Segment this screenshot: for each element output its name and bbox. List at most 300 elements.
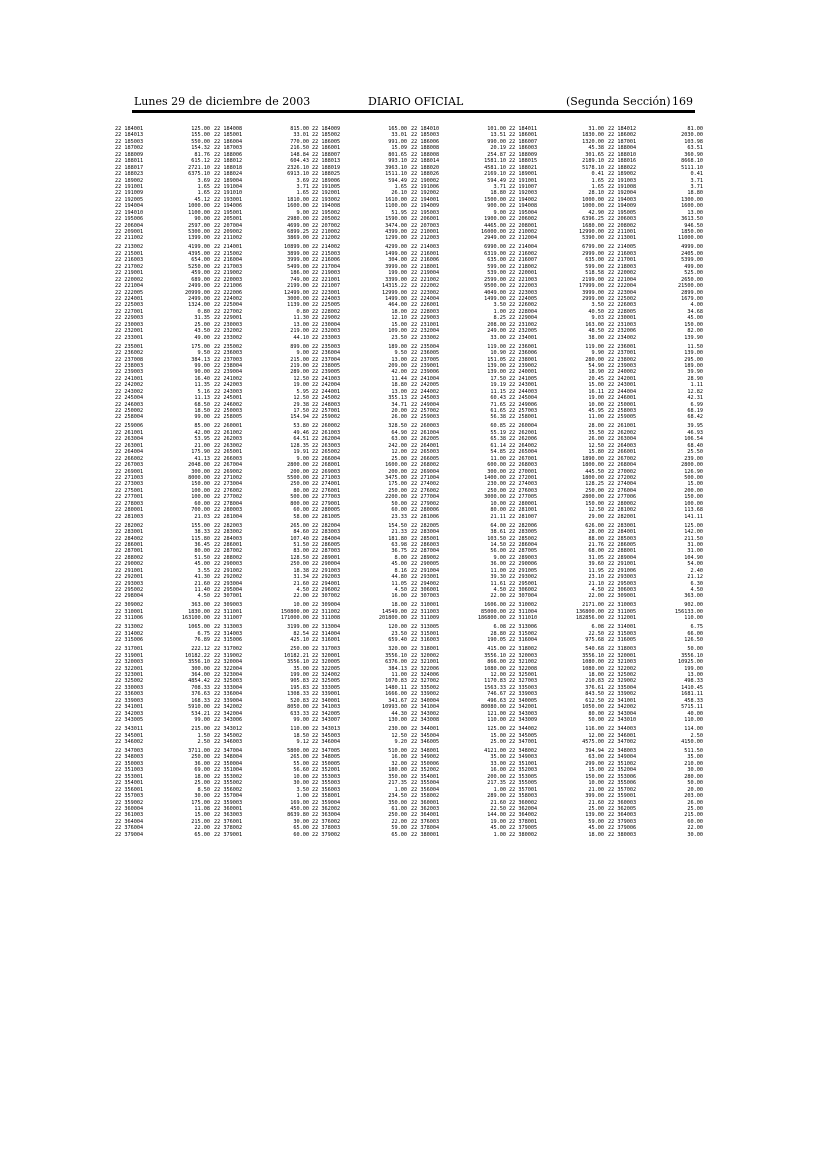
item-code: 22 227001: [115, 308, 144, 315]
item-value: 50.00: [687, 780, 703, 787]
item-value: 28.80: [490, 630, 506, 637]
item-code: 22 320001: [608, 652, 637, 659]
item-value: 6376.00: [385, 659, 407, 666]
item-code: 22 287001: [115, 548, 144, 555]
item-value: 2189.10: [582, 158, 604, 165]
table-row: [312, 514, 407, 520]
item-value: 175.00: [388, 481, 407, 488]
item-code: 22 314004: [312, 630, 341, 637]
item-value: 175.90: [191, 449, 210, 456]
table-row: [509, 739, 604, 745]
item-code: 22 318001: [411, 646, 440, 653]
item-code: 22 379003: [608, 818, 637, 825]
item-code: 22 310003: [608, 602, 637, 609]
item-value: 304.00: [388, 257, 407, 264]
item-value: 11.05: [391, 580, 407, 587]
item-code: 22 265003: [411, 449, 440, 456]
item-value: 459.00: [191, 270, 210, 277]
item-value: 168.33: [191, 697, 210, 704]
item-code: 22 352002: [411, 767, 440, 774]
table-row: [115, 832, 210, 838]
item-value: 200.00: [290, 468, 309, 475]
item-value: 250.00: [388, 487, 407, 494]
item-code: 22 346002: [115, 739, 144, 745]
page-number: 169: [672, 95, 693, 108]
item-value: 171000.00: [280, 615, 309, 622]
item-code: 22 280003: [214, 507, 243, 514]
item-value: 1320.00: [582, 138, 604, 145]
item-value: 539.00: [487, 270, 506, 277]
item-value: 69.00: [194, 767, 210, 774]
item-value: 11.40: [194, 587, 210, 593]
item-code: 22 359001: [608, 793, 637, 800]
item-code: 22 351002: [608, 760, 637, 767]
item-code: 22 261004: [411, 429, 440, 436]
item-code: 22 192003: [509, 190, 538, 197]
item-value: 17999.00: [579, 283, 604, 290]
item-code: 22 353006: [608, 773, 637, 780]
item-value: 210.83: [585, 678, 604, 685]
item-value: 21.03: [194, 513, 210, 520]
item-value: 76.89: [194, 637, 210, 644]
item-value: 18.00: [588, 672, 604, 679]
item-value: 21.60: [490, 799, 506, 806]
item-value: 525.00: [684, 270, 703, 277]
item-value: 26.00: [391, 414, 407, 421]
item-code: 22 364001: [411, 812, 440, 819]
item-code: 22 262006: [509, 436, 538, 443]
item-code: 22 283001: [608, 522, 637, 529]
item-value: 1810.00: [287, 196, 309, 203]
item-code: 22 350003: [115, 760, 144, 767]
item-value: 1399.00: [188, 235, 210, 242]
item-code: 22 291005: [509, 567, 538, 574]
item-code: 22 189004: [214, 177, 243, 184]
item-code: 22 230001: [608, 315, 637, 322]
item-code: 22 322006: [411, 665, 440, 672]
item-value: 355.13: [388, 395, 407, 402]
item-code: 22 342005: [312, 710, 341, 717]
item-value: 2949.00: [484, 235, 506, 242]
item-value: 9.00: [493, 554, 506, 561]
item-code: 22 333004: [214, 684, 243, 691]
item-code: 22 244004: [608, 388, 637, 395]
item-code: 22 314002: [115, 630, 144, 637]
item-code: 22 216006: [312, 257, 341, 264]
item-code: 22 358001: [312, 793, 341, 800]
item-code: 22 217004: [312, 263, 341, 270]
item-code: 22 339002: [608, 691, 637, 698]
table-row: [509, 832, 604, 838]
item-code: 22 239003: [115, 369, 144, 376]
table-column: [312, 126, 407, 838]
item-code: 22 311006: [115, 615, 144, 622]
item-value: 61.65: [490, 408, 506, 414]
item-code: 22 224004: [411, 295, 440, 302]
item-code: 22 271004: [411, 474, 440, 481]
item-value: 19.00: [490, 818, 506, 825]
item-code: 22 321001: [411, 659, 440, 666]
item-value: 3.50: [296, 786, 309, 793]
item-value: 320.00: [388, 646, 407, 653]
table-row: [608, 514, 703, 520]
item-code: 22 216002: [509, 250, 538, 257]
item-code: 22 273003: [115, 481, 144, 488]
item-code: 22 285003: [608, 535, 637, 542]
item-value: 17.50: [293, 408, 309, 414]
item-code: 22 283004: [411, 529, 440, 536]
item-value: 19.00: [588, 395, 604, 402]
item-code: 22 184001: [115, 126, 144, 132]
item-value: 11.00: [391, 672, 407, 679]
item-value: 12.50: [293, 395, 309, 402]
item-code: 22 345003: [312, 732, 341, 739]
item-code: 22 311009: [411, 615, 440, 622]
item-value: 1050.00: [582, 704, 604, 711]
item-code: 22 234001: [509, 334, 538, 341]
item-code: 22 379001: [214, 831, 243, 838]
item-code: 22 222006: [214, 289, 243, 296]
item-code: 22 335004: [608, 684, 637, 691]
item-code: 22 295002: [115, 587, 144, 593]
item-code: 22 352003: [509, 767, 538, 774]
item-value: 30.00: [687, 767, 703, 774]
item-value: 99.00: [293, 717, 309, 724]
item-code: 22 267003: [115, 462, 144, 469]
item-value: 5800.00: [287, 748, 309, 755]
item-value: 3999.00: [582, 289, 604, 296]
item-code: 22 376001: [214, 818, 243, 825]
item-code: 22 281005: [312, 513, 341, 520]
item-value: 9.20: [394, 739, 407, 745]
item-value: 128.35: [290, 442, 309, 449]
item-code: 22 290004: [312, 561, 341, 568]
item-code: 22 323001: [115, 672, 144, 679]
item-value: 770.00: [290, 138, 309, 145]
item-code: 22 313003: [214, 624, 243, 631]
item-value: 3.71: [690, 177, 703, 184]
item-code: 22 217002: [115, 263, 144, 270]
item-value: 42.31: [687, 395, 703, 402]
table-column: [608, 126, 703, 838]
item-code: 22 188024: [214, 171, 243, 178]
item-value: 114.00: [684, 726, 703, 733]
item-value: 85000.00: [481, 608, 506, 615]
item-code: 22 320005: [312, 659, 341, 666]
table-row: [608, 414, 703, 420]
item-value: 5178.10: [582, 164, 604, 171]
item-value: 250.00: [290, 561, 309, 568]
item-code: 22 319002: [214, 652, 243, 659]
item-value: 12.50: [293, 375, 309, 382]
item-code: 22 380002: [509, 831, 538, 838]
item-code: 22 229002: [312, 315, 341, 322]
item-code: 22 211001: [608, 229, 637, 235]
table-row: [115, 414, 210, 420]
item-code: 22 311007: [214, 615, 243, 622]
table-row: [312, 717, 407, 723]
item-value: 363.00: [684, 593, 703, 600]
item-value: 3556.10: [385, 652, 407, 659]
item-value: 300.00: [487, 468, 506, 475]
item-value: 11.08: [194, 805, 210, 812]
item-value: 175.00: [191, 799, 210, 806]
item-code: 22 225003: [115, 302, 144, 309]
item-value: 21.60: [293, 580, 309, 587]
item-code: 22 205002: [312, 216, 341, 223]
item-code: 22 237008: [115, 356, 144, 363]
item-value: 26.10: [391, 190, 407, 197]
item-code: 22 243003: [214, 388, 243, 395]
item-code: 22 236003: [214, 350, 243, 357]
item-value: 496.63: [487, 697, 506, 704]
item-code: 22 291004: [411, 567, 440, 574]
item-value: 42.00: [391, 369, 407, 376]
item-code: 22 193002: [312, 196, 341, 203]
item-code: 22 277005: [509, 494, 538, 501]
item-value: 990.00: [487, 138, 506, 145]
item-value: 6.75: [690, 624, 703, 631]
item-value: 11.00: [588, 414, 604, 421]
item-value: 1800.00: [582, 474, 604, 481]
item-code: 22 241004: [411, 375, 440, 382]
item-code: 22 284002: [115, 535, 144, 542]
item-value: 60.00: [687, 818, 703, 825]
item-code: 22 343013: [312, 726, 341, 733]
table-row: [312, 593, 407, 599]
item-value: 20.00: [391, 408, 407, 414]
item-value: 2980.00: [287, 216, 309, 223]
item-value: 16.00: [391, 754, 407, 761]
table-row: [608, 832, 703, 838]
item-code: 22 186007: [509, 138, 538, 145]
item-value: 120.00: [388, 624, 407, 631]
item-value: 599.00: [487, 263, 506, 270]
item-value: 25.00: [391, 455, 407, 462]
item-code: 22 191001: [509, 177, 538, 184]
item-value: 39.90: [687, 369, 703, 376]
item-code: 22 286005: [312, 541, 341, 548]
item-code: 22 265002: [312, 449, 341, 456]
item-code: 22 234002: [608, 334, 637, 341]
item-code: 22 223003: [509, 289, 538, 296]
item-value: 10.00: [293, 773, 309, 780]
item-value: 39.95: [687, 423, 703, 430]
item-code: 22 282002: [115, 522, 144, 529]
item-code: 22 307003: [411, 593, 440, 600]
item-code: 22 224003: [312, 295, 341, 302]
item-code: 22 275001: [115, 487, 144, 494]
item-code: 22 258001: [509, 414, 538, 421]
item-code: 22 341004: [411, 704, 440, 711]
item-value: 11.00: [490, 567, 506, 574]
item-code: 22 276004: [608, 487, 637, 494]
item-value: 150.00: [191, 481, 210, 488]
item-code: 22 210002: [312, 229, 341, 235]
item-code: 22 236001: [608, 343, 637, 350]
item-value: 63.00: [588, 754, 604, 761]
item-code: 22 263001: [115, 442, 144, 449]
item-code: 22 285001: [411, 535, 440, 542]
item-value: 1.11: [690, 382, 703, 389]
item-value: 130.00: [388, 717, 407, 724]
item-code: 22 269001: [115, 468, 144, 475]
item-value: 11.50: [687, 343, 703, 350]
item-code: 22 271003: [312, 474, 341, 481]
item-code: 22 246002: [214, 401, 243, 408]
item-value: 384.13: [388, 665, 407, 672]
item-code: 22 261003: [312, 429, 341, 436]
item-code: 22 309001: [608, 593, 637, 600]
item-code: 22 292003: [312, 574, 341, 581]
item-value: 1.65: [591, 177, 604, 184]
item-value: 1.00: [394, 786, 407, 793]
item-code: 22 271002: [214, 474, 243, 481]
item-code: 22 277002: [214, 494, 243, 501]
item-code: 22 188010: [608, 151, 637, 158]
item-code: 22 348002: [509, 748, 538, 755]
item-value: 700.00: [191, 507, 210, 514]
item-code: 22 309003: [214, 602, 243, 609]
item-value: 230.00: [388, 726, 407, 733]
item-value: 28.90: [687, 375, 703, 382]
item-value: 12.00: [391, 449, 407, 456]
item-value: 42.90: [588, 209, 604, 216]
item-code: 22 260001: [214, 423, 243, 430]
item-value: 3.71: [296, 183, 309, 190]
item-code: 22 352001: [312, 767, 341, 774]
item-code: 22 288002: [214, 554, 243, 561]
item-value: 425.10: [290, 637, 309, 644]
item-code: 22 292002: [214, 574, 243, 581]
item-value: 139.00: [684, 350, 703, 357]
item-value: 163.00: [585, 321, 604, 328]
item-code: 22 191001: [115, 183, 144, 190]
item-value: 250.00: [290, 646, 309, 653]
item-code: 22 189002: [115, 177, 144, 184]
item-code: 22 311001: [214, 608, 243, 615]
item-value: 31.00: [687, 548, 703, 555]
item-value: 12.50: [588, 442, 604, 449]
item-value: 1900.00: [484, 216, 506, 223]
table-row: [411, 739, 506, 745]
item-code: 22 189001: [509, 171, 538, 178]
item-value: 13.51: [490, 132, 506, 139]
item-code: 22 281006: [411, 513, 440, 520]
item-value: 195.83: [290, 684, 309, 691]
item-value: 18.00: [391, 308, 407, 315]
item-value: 3474.00: [385, 222, 407, 229]
item-value: 60.00: [391, 507, 407, 514]
item-value: 99.00: [194, 362, 210, 369]
item-value: 25.50: [687, 449, 703, 456]
item-code: 22 321002: [509, 659, 538, 666]
item-code: 22 346003: [214, 739, 243, 745]
item-value: 139.00: [487, 369, 506, 376]
item-value: 1065.00: [188, 624, 210, 631]
item-code: 22 195003: [411, 209, 440, 216]
item-value: 44.80: [391, 574, 407, 581]
item-value: 154.32: [191, 145, 210, 152]
item-code: 22 343012: [214, 726, 243, 733]
item-code: 22 325005: [312, 678, 341, 685]
item-value: 215.00: [191, 818, 210, 825]
item-value: 1499.00: [385, 250, 407, 257]
item-code: 22 349003: [509, 754, 538, 761]
item-value: 6.30: [690, 580, 703, 587]
item-value: 201800.00: [378, 615, 407, 622]
item-code: 22 286005: [608, 541, 637, 548]
item-value: 21.00: [194, 442, 210, 449]
item-code: 22 214004: [509, 244, 538, 251]
item-code: 22 291001: [115, 567, 144, 574]
item-code: 22 245003: [411, 395, 440, 402]
item-value: 2.50: [197, 739, 210, 745]
item-code: 22 212004: [509, 235, 538, 242]
item-value: 100.00: [191, 494, 210, 501]
item-code: 22 184011: [509, 126, 538, 132]
table-row: [312, 615, 407, 621]
item-value: 0.41: [690, 171, 703, 178]
item-code: 22 216007: [509, 257, 538, 264]
item-value: 520.83: [290, 697, 309, 704]
item-code: 22 350004: [214, 760, 243, 767]
item-code: 22 344002: [509, 726, 538, 733]
item-value: 594.49: [487, 177, 506, 184]
item-value: 6375.10: [188, 171, 210, 178]
item-value: 450.00: [290, 805, 309, 812]
item-code: 22 276003: [509, 487, 538, 494]
item-code: 22 348004: [214, 754, 243, 761]
item-value: 633.33: [290, 710, 309, 717]
item-value: 5111.10: [681, 164, 703, 171]
item-value: 5910.00: [188, 704, 210, 711]
item-code: 22 351003: [115, 767, 144, 774]
item-value: 100.00: [684, 500, 703, 507]
item-code: 22 205001: [214, 216, 243, 223]
item-code: 22 191006: [411, 183, 440, 190]
item-value: 1606.00: [484, 602, 506, 609]
item-code: 22 349004: [608, 754, 637, 761]
item-value: 22.00: [490, 593, 506, 600]
item-code: 22 291006: [608, 567, 637, 574]
item-code: 22 261002: [214, 429, 243, 436]
item-value: 107.40: [290, 535, 309, 542]
item-value: 1.00: [493, 308, 506, 315]
item-code: 22 206001: [411, 216, 440, 223]
item-value: 56.00: [490, 548, 506, 555]
header-title: DIARIO OFICIAL: [368, 95, 464, 108]
item-value: 55.19: [490, 429, 506, 436]
item-code: 22 214003: [411, 244, 440, 251]
item-value: 635.00: [487, 257, 506, 264]
item-code: 22 282003: [214, 522, 243, 529]
item-code: 22 266001: [608, 449, 637, 456]
item-value: 1080.00: [582, 659, 604, 666]
item-value: 35.00: [687, 754, 703, 761]
table-row: [214, 514, 309, 520]
item-value: 65.00: [293, 825, 309, 832]
item-value: 13.00: [687, 209, 703, 216]
item-value: 31.34: [293, 574, 309, 581]
item-value: 626.00: [585, 522, 604, 529]
item-value: 12990.00: [579, 229, 604, 235]
item-code: 22 218002: [509, 263, 538, 270]
item-code: 22 188006: [214, 151, 243, 158]
item-value: 30.00: [687, 831, 703, 838]
item-value: 136800.00: [575, 608, 604, 615]
item-code: 22 342002: [214, 704, 243, 711]
